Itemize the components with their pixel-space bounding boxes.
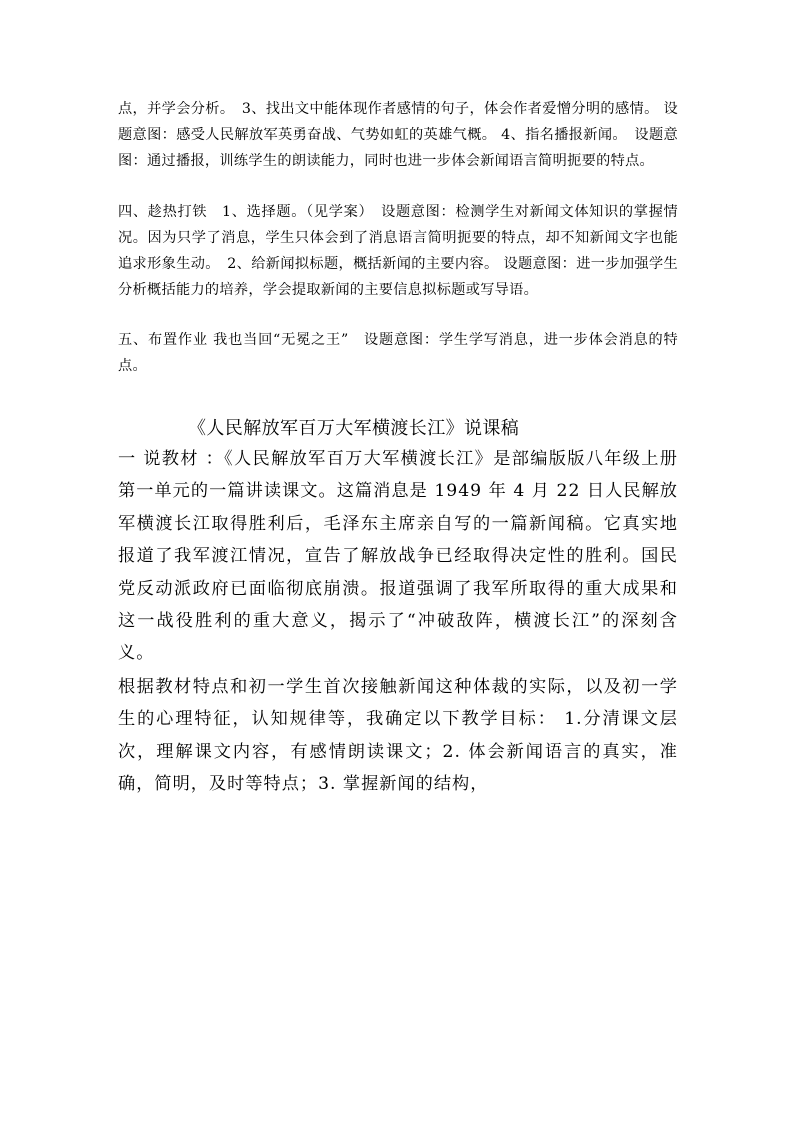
paragraph-section-5: 五、布置作业 我也当回“无冕之王” 设题意图：学生学写消息，进一步体会消息的特点。 <box>118 332 678 374</box>
paragraph-textbook: 一 说教材 ：《人民解放军百万大军横渡长江》是部编版版八年级上册第一单元的一篇讲读课文。这篇消息是 1949 年 4 月 22 日人民解放军横渡长江取得胜利后，毛泽东主席亲自写的一篇新闻稿。它真实地报道了我军渡江情况，宣告了解放战争已经取得决定性的胜利。国民党反动派政府已面临彻底崩溃。报道强调了我军所取得的重大成果和这一战役胜利的重大意义，揭示了“冲破敌阵，横渡长江”的深刻含义。 <box>118 449 678 664</box>
spacer <box>118 303 678 327</box>
paragraph-steps-3-4: 点，并学会分析。 3、找出文中能体现作者感情的句子，体会作者爱憎分明的感情。 设题意图：感受人民解放军英勇奋战、气势如虹的英雄气概。 4、指名播报新闻。 设题意图：通过播报，训练学生的朗读能力，同时也进一步体会新闻语言简明扼要的特点。 <box>118 101 678 169</box>
paragraph-section-4: 四、趁热打铁 1、选择题。（见学案） 设题意图：检测学生对新闻文体知识的掌握情况。因为只学了消息，学生只体会到了消息语言简明扼要的特点，却不知新闻文字也能追求形象生动。 2、给新闻拟标题，概括新闻的主要内容。 设题意图：进一步加强学生分析概括能力的培养，学会提取新闻的主要信息拟标题或写导语。 <box>118 204 678 298</box>
paragraph-objectives: 根据教材特点和初一学生首次接触新闻这种体裁的实际，以及初一学生的心理特征，认知规律等，我确定以下教学目标： 1.分清课文层次，理解课文内容，有感情朗读课文；2. 体会新闻语言的真实，准确，简明，及时等特点；3. 掌握新闻的结构， <box>118 676 678 795</box>
spacer <box>118 379 678 415</box>
spacer <box>118 174 678 199</box>
document-page <box>118 96 678 800</box>
document-title: 《人民解放军百万大军横渡长江》说课稿 <box>188 418 520 439</box>
